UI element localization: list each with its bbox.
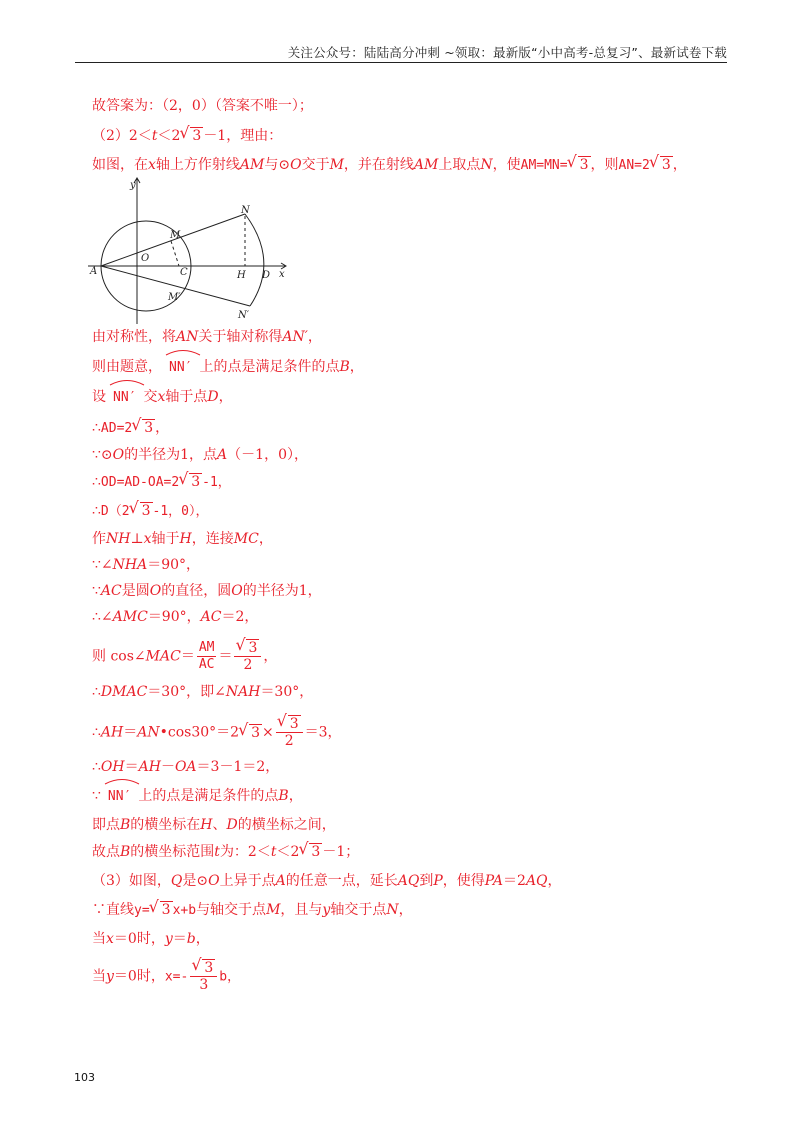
- symmetry-line: 由对称性，将AN关于轴对称得AN′，: [92, 329, 322, 345]
- abscissa-line: 即点B的横坐标在H、D的横坐标之间，: [92, 817, 336, 833]
- label-m: M: [170, 230, 181, 241]
- arc-symbol: NN′: [109, 387, 140, 408]
- od-line: ∴OD=AD-OA=2√ 3 -1，: [92, 472, 231, 493]
- arc-symbol: NN′: [104, 786, 135, 807]
- segment-mc: [171, 241, 179, 266]
- label-n-prime: N′: [238, 310, 250, 321]
- label-m-prime: M′: [168, 292, 181, 303]
- answer-line-1: 故答案为：（2，0）（答案不唯一）；: [92, 98, 313, 114]
- label-y: y: [130, 180, 136, 191]
- ad-line: ∴AD=2√ 3 ，: [92, 418, 169, 439]
- label-a: A: [90, 266, 98, 277]
- range-line: 故点B的横坐标范围t为：2＜t＜2√ 3 －1；: [92, 842, 359, 862]
- part2-heading: （2）2＜t＜2√ 3 －1，理由：: [92, 126, 282, 146]
- page-header: 关注公众号：陆陆高分冲刺 ~领取：最新版“小中高考-总复习”、最新试卷下载: [75, 44, 727, 63]
- label-d: D: [262, 270, 271, 281]
- label-x: x: [279, 269, 285, 280]
- part3-heading: （3）如图，Q是⊙O上异于点A的任意一点，延长AQ到P，使得PA＝2AQ，: [92, 873, 562, 889]
- y-zero-line: 当y＝0时，x=- √ $\frac{3}{3}$ b，: [92, 960, 240, 993]
- label-c: C: [180, 267, 188, 278]
- radius-line: ∵⊙O的半径为1，点A（－1，0），: [92, 447, 308, 463]
- arc-intersect-line: 设 NN′ 交x轴于点D，: [92, 387, 233, 408]
- cos-line: 则 cos∠MAC＝ $\frac{AM}{AC}$ ＝ √ $\frac{3}{2}$ ，: [92, 640, 277, 673]
- perpendicular-line: 作NH⊥x轴于H，连接MC，: [92, 531, 273, 547]
- angle-nha-line: ∵∠NHA＝90°，: [92, 557, 201, 573]
- arc-nn-prime: [245, 214, 264, 306]
- label-o: O: [141, 253, 150, 264]
- ah-line: ∴AH＝AN•cos30°＝2√ 3 × √ $\frac{3}{2}$ ＝3，: [92, 716, 342, 749]
- angle-amc-line: ∴∠AMC＝90°，AC＝2，: [92, 609, 259, 625]
- point-d-line: ∴D（2√ 3 -1，0），: [92, 501, 208, 522]
- line-equation: ∵直线y=√ 3 x+b与轴交于点M，且与y轴交于点N，: [92, 900, 413, 921]
- oh-line: ∴OH＝AH－OA＝3－1＝2，: [92, 759, 280, 775]
- arc-points-line: ∵ NN′ 上的点是满足条件的点B，: [92, 786, 303, 807]
- angle-30-line: ∴DMAC＝30°，即∠NAH＝30°，: [92, 684, 314, 700]
- page-number: 103: [74, 1071, 95, 1084]
- construction-line: 如图，在x轴上方作射线AM与⊙O交于M，并在射线AM上取点N，使AM=MN=√ 3 ，则AN=2√ 3 ，: [92, 155, 687, 176]
- arc-condition-line: 则由题意， NN′ 上的点是满足条件的点B，: [92, 357, 364, 378]
- label-h: H: [237, 270, 246, 281]
- label-n: N: [241, 205, 250, 216]
- arc-symbol: NN′: [165, 357, 196, 378]
- x-zero-line: 当x＝0时，y＝b，: [92, 931, 210, 947]
- geometry-figure: [88, 176, 298, 326]
- diameter-line: ∵AC是圆O的直径，圆O的半径为1，: [92, 583, 322, 599]
